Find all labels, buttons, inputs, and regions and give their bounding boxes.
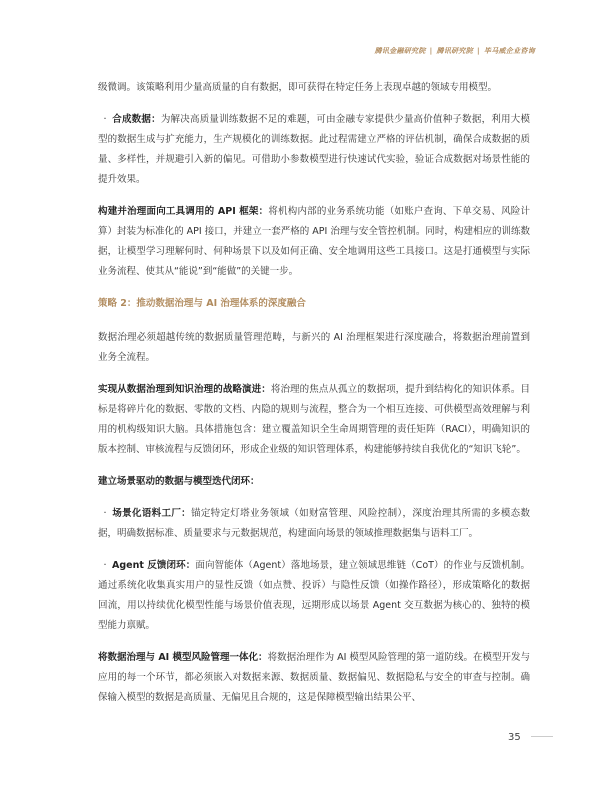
paragraph-api-framework	[98, 202, 530, 282]
header-separator: |	[429, 47, 433, 55]
bullet-title: 场景化语料工厂：	[112, 508, 191, 519]
bullet-title: 合成数据：	[112, 114, 161, 125]
bullet-corpus-factory	[98, 504, 530, 544]
paragraph-text: 将机构内部的业务系统功能（如账户查询、下单交易、风险计算）封装为标准化的 API 接口，并建立一套严格的 API 治理与安全管控机制。同时，构建相应的训练数据，让模型学习理解何时、何种场景下以及如何正确、安全地调用这些工具接口。这是打通模型与实际业务流程、使其从“能说”到“能做”的关键一步。	[98, 206, 530, 277]
bullet-synthetic-data	[98, 110, 530, 190]
paragraph-heading: 构建并治理面向工具调用的 API 框架：	[98, 206, 269, 217]
bullet-icon: ·	[103, 508, 107, 519]
paragraph-text: 将数据治理作为 AI 模型风险管理的第一道防线。在模型开发与应用的每一个环节，都必须嵌入对数据来源、数据质量、数据偏见、数据隐私与安全的审查与控制。确保输入模型的数据是高质量、无偏见且合规的，这是保障模型输出结果公平、	[98, 652, 530, 703]
page-header	[375, 46, 535, 56]
bullet-icon: ·	[103, 114, 107, 125]
bullet-icon: ·	[103, 560, 107, 571]
bullet-text: 面向智能体（Agent）落地场景，建立领域思维链（CoT）的作业与反馈机制。通过系统化收集真实用户的显性反馈（如点赞、投诉）与隐性反馈（如操作路径），形成策略化的数据回流，用以持续优化模型性能与场景价值表现，远期形成以场景 Agent 交互数据为核心的、独特的模型能力禀赋。	[98, 560, 530, 631]
header-org-1: 腾讯金融研究院	[374, 47, 426, 55]
paragraph-heading: 实现从数据治理到知识治理的战略演进：	[98, 384, 271, 395]
paragraph-text: 将治理的焦点从孤立的数据项，提升到结构化的知识体系。目标是将碎片化的数据、零散的文档、内隐的规则与流程，整合为一个相互连接、可供模型高效理解与利用的机构级知识大脑。具体措施包含：建立覆盖知识全生命周期管理的责任矩阵（RACI），明确知识的版本控制、审核流程与反馈闭环，形成企业级的知识管理体系，构建能够持续自我优化的“知识飞轮”。	[98, 384, 530, 455]
paragraph-knowledge-governance	[98, 380, 530, 460]
header-org-2: 腾讯研究院	[436, 47, 474, 55]
page-number-rule	[531, 736, 553, 737]
paragraph-text: 级微调。该策略利用少量高质量的自有数据，即可获得在特定任务上表现卓越的领域专用模型。	[98, 82, 498, 93]
header-separator: |	[477, 47, 480, 55]
page-body	[98, 78, 530, 720]
paragraph-governance-intro	[98, 328, 530, 368]
section-title: 策略 2：推动数据治理与 AI 治理体系的深度融合	[98, 298, 306, 309]
header-org-3: 毕马威企业咨询	[483, 47, 535, 55]
paragraph-iteration-loop-heading	[98, 472, 530, 492]
bullet-agent-feedback	[98, 556, 530, 636]
bullet-text: 锚定特定灯塔业务领域（如财富管理、风险控制），深度治理其所需的多模态数据，明确数据标准、质量要求与元数据规范，构建面向场景的领域推理数据集与语料工厂。	[98, 508, 530, 539]
paragraph-heading: 建立场景驱动的数据与模型迭代闭环：	[98, 476, 260, 487]
paragraph-intro	[98, 78, 530, 98]
page-number: 35	[508, 732, 521, 743]
paragraph-risk-management	[98, 648, 530, 708]
paragraph-heading: 将数据治理与 AI 模型风险管理一体化：	[98, 652, 268, 663]
bullet-title: Agent 反馈闭环：	[112, 560, 196, 571]
bullet-text: 为解决高质量训练数据不足的难题，可由金融专家提供少量高价值种子数据，利用大模型的数据生成与扩充能力，生产规模化的训练数据。此过程需建立严格的评估机制，确保合成数据的质量、多样性，并规避引入新的偏见。可借助小参数模型进行快速试代实验，验证合成数据对场景性能的提升效果。	[98, 114, 530, 185]
paragraph-text: 数据治理必须超越传统的数据质量管理范畴，与新兴的 AI 治理框架进行深度融合，将数据治理前置到业务全流程。	[98, 332, 530, 363]
